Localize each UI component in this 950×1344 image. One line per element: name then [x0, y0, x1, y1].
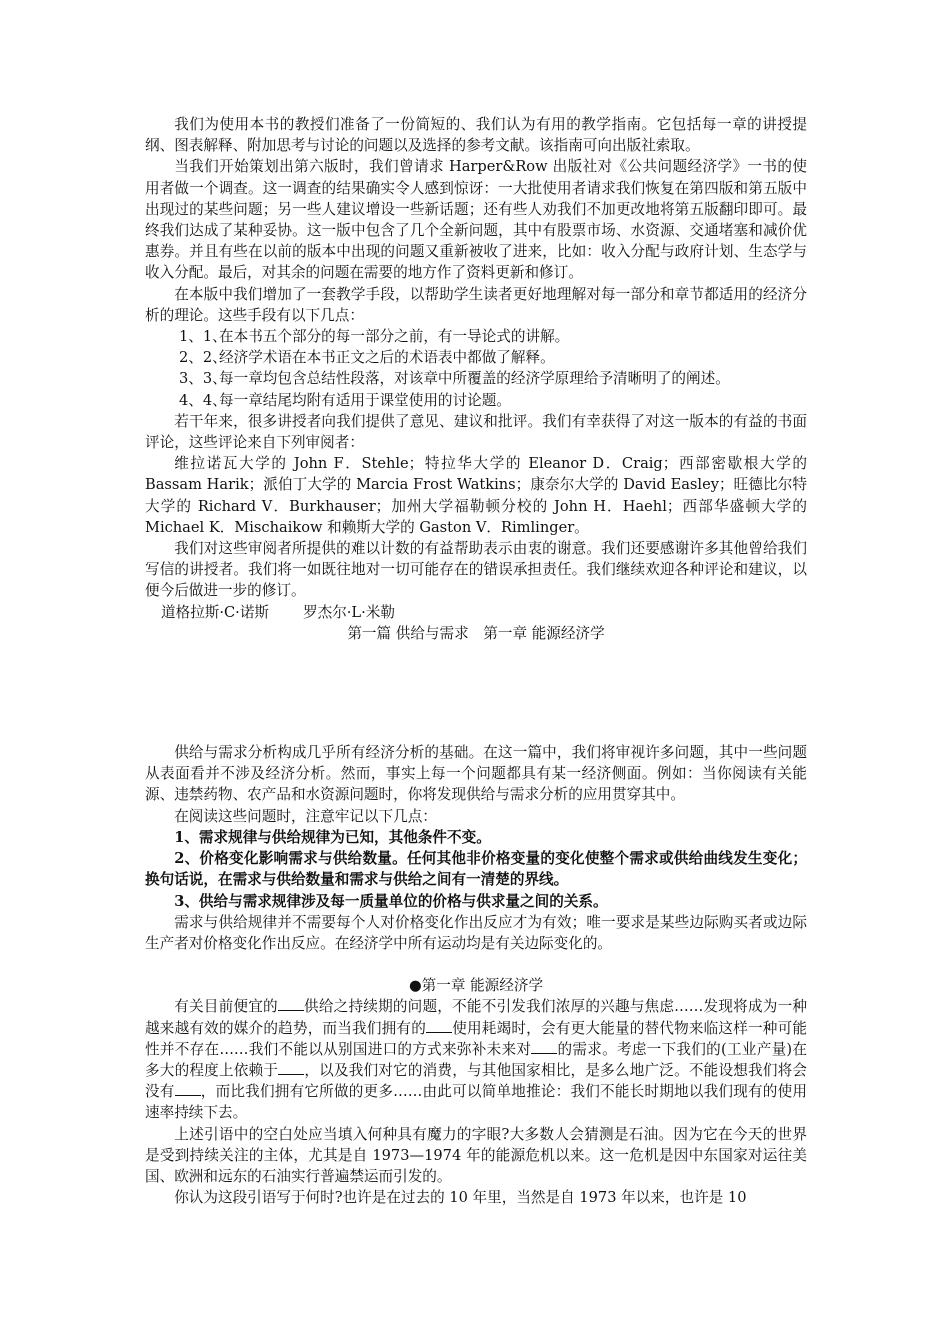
list-number: 4、4、 [179, 391, 227, 409]
list-text: 在本书五个部分的每一部分之前，有一导论式的讲解。 [219, 328, 570, 346]
list-text: 每一章结尾均附有适用于课堂使用的讨论题。 [219, 391, 511, 409]
preface-paragraph-1: 我们为使用本书的教授们准备了一份简短的、我们认为有用的教学指南。它包括每一章的讲授提纲、图表解释、附加思考与讨论的问题以及选择的参考文献。该指南可向出版社索取。 [145, 116, 807, 155]
list-number: 2、2、 [179, 349, 227, 367]
blank-underline [426, 1020, 452, 1033]
part-heading: 第一篇 供给与需求 第一章 能源经济学 [347, 624, 605, 642]
list-item [145, 368, 807, 389]
key-point-2: 2、价格变化影响需求与供给数量。任何其他非价格变量的变化使整个需求或供给曲线发生变化；换句话说，在需求与供给数量和需求与供给之间有一清楚的界线。 [145, 850, 807, 889]
list-item [145, 347, 807, 368]
blank-underline [531, 1041, 557, 1054]
list-text: 每一章均包含总结性段落，对该章中所覆盖的经济学原理给予清晰明了的阐述。 [219, 370, 730, 388]
list-number: 3、3、 [179, 370, 227, 388]
preface-paragraph-4: 若干年来，很多讲授者向我们提供了意见、建议和批评。我们有幸获得了对这一版本的有益的书面评论，这些评论来自下列审阅者： [145, 412, 807, 452]
list-item [145, 326, 807, 347]
author-signature [145, 602, 807, 623]
document-page [145, 114, 807, 1208]
quote-paragraph: 有关目前便宜的 供给之持续期的问题，不能不引发我们浓厚的兴趣与焦虑……发现将成为一种越来越有效的媒介的趋势，而当我们拥有的 使用耗竭时，会有更大能量的替代物来临这样一种可能性并不存在……我们不能以从别国进口的方式来弥补未来对 的需求。考虑一下我们的(工业产量)在多大的程度上依赖于 ，以及我们对它的消费，与其他国家相比，是多么地广泛。不能设想我们将会没有 ，而比我们拥有它所做的更多……由此可以简单地推论：我们不能长时期地以我们现有的使用速率持续下去。 [145, 998, 807, 1122]
reviewers-paragraph: 维拉诺瓦大学的 John F．Stehle；特拉华大学的 Eleanor D．Craig；西部密歇根大学的 Bassam Harik；派伯丁大学的 Marcia Frost Watkins；康奈尔大学的 David Easley；旺德比尔特大学的 Richard V．Burkhauser；加州大学福勒顿分校的 John H．Haehl；西部华盛顿大学的 Michael K．Mischaikow 和赖斯大学的 Gaston V．Rimlinger。 [145, 455, 807, 536]
part-paragraph-2: 在阅读这些问题时，注意牢记以下几点： [174, 807, 437, 825]
list-item [145, 390, 807, 411]
key-point-1: 1、需求规律与供给规律为已知，其他条件不变。 [174, 828, 491, 846]
blank-space [145, 954, 807, 975]
chapter-heading: ●第一章 能源经济学 [408, 977, 544, 995]
chapter-paragraph-2: 上述引语中的空白处应当填入何种具有魔力的字眼?大多数人会猜测是石油。因为它在今天的世界是受到持续关注的主体，尤其是自 1973—1974 年的能源危机以来。这一危机是因中东国家对运往美国、欧洲和远东的石油实行普遍禁运而引发的。 [145, 1125, 807, 1185]
blank-underline [175, 1083, 201, 1096]
part-paragraph-1: 供给与需求分析构成几乎所有经济分析的基础。在这一篇中，我们将审视许多问题，其中一些问题从表面看并不涉及经济分析。然而，事实上每一个问题都具有某一经济侧面。例如：当你阅读有关能源、违禁药物、农产品和水资源问题时，你将发现供给与需求分析的应用贯穿其中。 [145, 744, 807, 804]
part-paragraph-3: 需求与供给规律并不需要每个人对价格变化作出反应才为有效；唯一要求是某些边际购买者或边际生产者对价格变化作出反应。在经济学中所有运动均是有关边际变化的。 [145, 913, 807, 952]
list-text: 经济学术语在本书正文之后的术语表中都做了解释。 [219, 349, 555, 367]
preface-paragraph-3: 在本版中我们增加了一套教学手段，以帮助学生读者更好地理解对每一部分和章节都适用的经济分析的理论。这些手段有以下几点： [145, 285, 807, 324]
author-name: 道格拉斯·C·诺斯 [161, 603, 270, 621]
blank-underline [278, 1062, 304, 1075]
blank-space [145, 644, 807, 742]
key-point-3: 3、供给与需求规律涉及每一质量单位的价格与供求量之间的关系。 [174, 892, 608, 910]
blank-underline [278, 998, 304, 1011]
chapter-paragraph-3: 你认为这段引语写于何时?也许是在过去的 10 年里，当然是自 1973 年以来，也许是 10 [174, 1189, 747, 1207]
author-name: 罗杰尔·L·米勒 [303, 603, 395, 621]
preface-paragraph-6: 我们对这些审阅者所提供的难以计数的有益帮助表示由衷的谢意。我们还要感谢许多其他曾给我们写信的讲授者。我们将一如既往地对一切可能存在的错误承担责任。我们继续欢迎各种评论和建议，以便今后做进一步的修订。 [145, 540, 807, 600]
list-number: 1、1、 [179, 328, 227, 346]
preface-paragraph-2: 当我们开始策划出第六版时，我们曾请求 Harper&Row 出版社对《公共问题经济学》一书的使用者做一个调查。这一调查的结果确实令人感到惊讶：一大批使用者请求我们恢复在第四版和第五版中出现过的某些问题；另一些人建议增设一些新话题；还有些人劝我们不加更改地将第五版翻印即可。最终我们达成了某种妥协。这一版中包含了几个全新问题，其中有股票市场、水资源、交通堵塞和减价优惠券。并且有些在以前的版本中出现的问题又重新被收了进来，比如：收入分配与政府计划、生态学与收入分配。最后，对其余的问题在需要的地方作了资料更新和修订。 [145, 158, 807, 282]
